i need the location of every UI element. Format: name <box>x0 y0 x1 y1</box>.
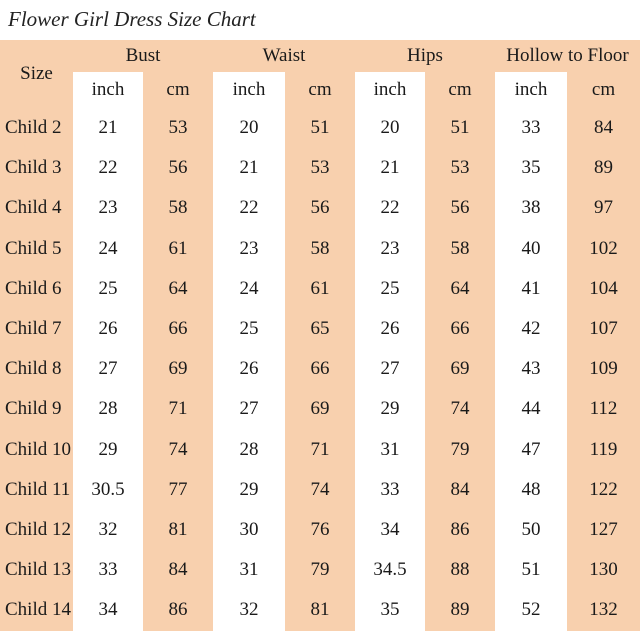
measurement-value: 64 <box>425 269 495 309</box>
unit-header: inch <box>355 72 425 108</box>
measurement-value: 42 <box>495 309 567 349</box>
measurement-value: 21 <box>355 148 425 188</box>
measurement-value: 35 <box>355 590 425 630</box>
measurement-value: 50 <box>495 510 567 550</box>
measurement-value: 26 <box>355 309 425 349</box>
measurement-value: 33 <box>355 470 425 510</box>
size-label: Child 10 <box>0 430 73 470</box>
unit-header: inch <box>73 72 143 108</box>
measurement-value: 28 <box>73 389 143 429</box>
measurement-value: 51 <box>425 108 495 148</box>
measurement-value: 30 <box>213 510 285 550</box>
measurement-value: 84 <box>567 108 640 148</box>
size-label: Child 4 <box>0 188 73 228</box>
measurement-group-header: Waist <box>213 40 355 72</box>
measurement-value: 109 <box>567 349 640 389</box>
measurement-value: 66 <box>285 349 355 389</box>
measurement-value: 27 <box>213 389 285 429</box>
measurement-value: 21 <box>213 148 285 188</box>
unit-header: cm <box>285 72 355 108</box>
measurement-value: 31 <box>213 550 285 590</box>
unit-header: cm <box>425 72 495 108</box>
measurement-value: 61 <box>143 229 213 269</box>
measurement-value: 26 <box>213 349 285 389</box>
measurement-value: 28 <box>213 430 285 470</box>
measurement-value: 27 <box>73 349 143 389</box>
size-label: Child 12 <box>0 510 73 550</box>
measurement-value: 58 <box>425 229 495 269</box>
measurement-value: 88 <box>425 550 495 590</box>
measurement-value: 26 <box>73 309 143 349</box>
measurement-value: 65 <box>285 309 355 349</box>
measurement-value: 27 <box>355 349 425 389</box>
measurement-group-header: Hips <box>355 40 495 72</box>
unit-header: cm <box>567 72 640 108</box>
measurement-value: 29 <box>355 389 425 429</box>
measurement-value: 69 <box>143 349 213 389</box>
measurement-value: 81 <box>143 510 213 550</box>
measurement-value: 112 <box>567 389 640 429</box>
measurement-value: 52 <box>495 590 567 630</box>
measurement-value: 74 <box>425 389 495 429</box>
measurement-value: 38 <box>495 188 567 228</box>
measurement-value: 22 <box>355 188 425 228</box>
measurement-value: 47 <box>495 430 567 470</box>
measurement-value: 119 <box>567 430 640 470</box>
measurement-group-header: Hollow to Floor <box>495 40 640 72</box>
measurement-value: 24 <box>213 269 285 309</box>
size-label: Child 13 <box>0 550 73 590</box>
measurement-value: 79 <box>425 430 495 470</box>
measurement-value: 127 <box>567 510 640 550</box>
measurement-value: 24 <box>73 229 143 269</box>
size-label: Child 2 <box>0 108 73 148</box>
measurement-value: 66 <box>143 309 213 349</box>
measurement-value: 34 <box>73 590 143 630</box>
size-label: Child 14 <box>0 590 73 630</box>
measurement-value: 86 <box>425 510 495 550</box>
measurement-value: 21 <box>73 108 143 148</box>
measurement-value: 102 <box>567 229 640 269</box>
measurement-value: 61 <box>285 269 355 309</box>
measurement-value: 44 <box>495 389 567 429</box>
measurement-value: 56 <box>143 148 213 188</box>
size-label: Child 8 <box>0 349 73 389</box>
measurement-value: 77 <box>143 470 213 510</box>
measurement-value: 81 <box>285 590 355 630</box>
measurement-value: 48 <box>495 470 567 510</box>
measurement-value: 43 <box>495 349 567 389</box>
measurement-value: 130 <box>567 550 640 590</box>
measurement-value: 66 <box>425 309 495 349</box>
unit-header: inch <box>495 72 567 108</box>
measurement-value: 53 <box>425 148 495 188</box>
measurement-value: 104 <box>567 269 640 309</box>
measurement-value: 29 <box>213 470 285 510</box>
unit-header: cm <box>143 72 213 108</box>
size-label: Child 7 <box>0 309 73 349</box>
measurement-value: 51 <box>495 550 567 590</box>
size-label: Child 5 <box>0 229 73 269</box>
size-label: Child 3 <box>0 148 73 188</box>
measurement-value: 30.5 <box>73 470 143 510</box>
measurement-value: 58 <box>285 229 355 269</box>
measurement-value: 89 <box>425 590 495 630</box>
measurement-value: 22 <box>73 148 143 188</box>
measurement-value: 56 <box>285 188 355 228</box>
size-label: Child 6 <box>0 269 73 309</box>
size-label: Child 11 <box>0 470 73 510</box>
measurement-value: 69 <box>285 389 355 429</box>
measurement-value: 23 <box>355 229 425 269</box>
measurement-value: 22 <box>213 188 285 228</box>
measurement-value: 25 <box>213 309 285 349</box>
measurement-value: 34.5 <box>355 550 425 590</box>
measurement-value: 69 <box>425 349 495 389</box>
measurement-value: 25 <box>355 269 425 309</box>
measurement-value: 84 <box>425 470 495 510</box>
page-title: Flower Girl Dress Size Chart <box>8 7 256 31</box>
measurement-value: 132 <box>567 590 640 630</box>
measurement-value: 107 <box>567 309 640 349</box>
measurement-value: 56 <box>425 188 495 228</box>
measurement-value: 23 <box>213 229 285 269</box>
measurement-value: 23 <box>73 188 143 228</box>
measurement-value: 64 <box>143 269 213 309</box>
measurement-value: 53 <box>143 108 213 148</box>
measurement-value: 97 <box>567 188 640 228</box>
measurement-group-header: Bust <box>73 40 213 72</box>
measurement-value: 25 <box>73 269 143 309</box>
measurement-value: 33 <box>495 108 567 148</box>
measurement-value: 58 <box>143 188 213 228</box>
measurement-value: 79 <box>285 550 355 590</box>
measurement-value: 35 <box>495 148 567 188</box>
measurement-value: 74 <box>285 470 355 510</box>
measurement-value: 71 <box>285 430 355 470</box>
measurement-value: 74 <box>143 430 213 470</box>
measurement-value: 89 <box>567 148 640 188</box>
measurement-value: 29 <box>73 430 143 470</box>
measurement-value: 32 <box>213 590 285 630</box>
measurement-value: 51 <box>285 108 355 148</box>
unit-header: inch <box>213 72 285 108</box>
measurement-value: 84 <box>143 550 213 590</box>
size-column-header: Size <box>0 40 73 108</box>
measurement-value: 76 <box>285 510 355 550</box>
measurement-value: 86 <box>143 590 213 630</box>
measurement-value: 32 <box>73 510 143 550</box>
measurement-value: 20 <box>213 108 285 148</box>
size-chart-table <box>0 40 640 640</box>
measurement-value: 31 <box>355 430 425 470</box>
measurement-value: 20 <box>355 108 425 148</box>
measurement-value: 41 <box>495 269 567 309</box>
measurement-value: 122 <box>567 470 640 510</box>
measurement-value: 71 <box>143 389 213 429</box>
measurement-value: 40 <box>495 229 567 269</box>
measurement-value: 34 <box>355 510 425 550</box>
measurement-value: 53 <box>285 148 355 188</box>
size-label: Child 9 <box>0 389 73 429</box>
measurement-value: 33 <box>73 550 143 590</box>
